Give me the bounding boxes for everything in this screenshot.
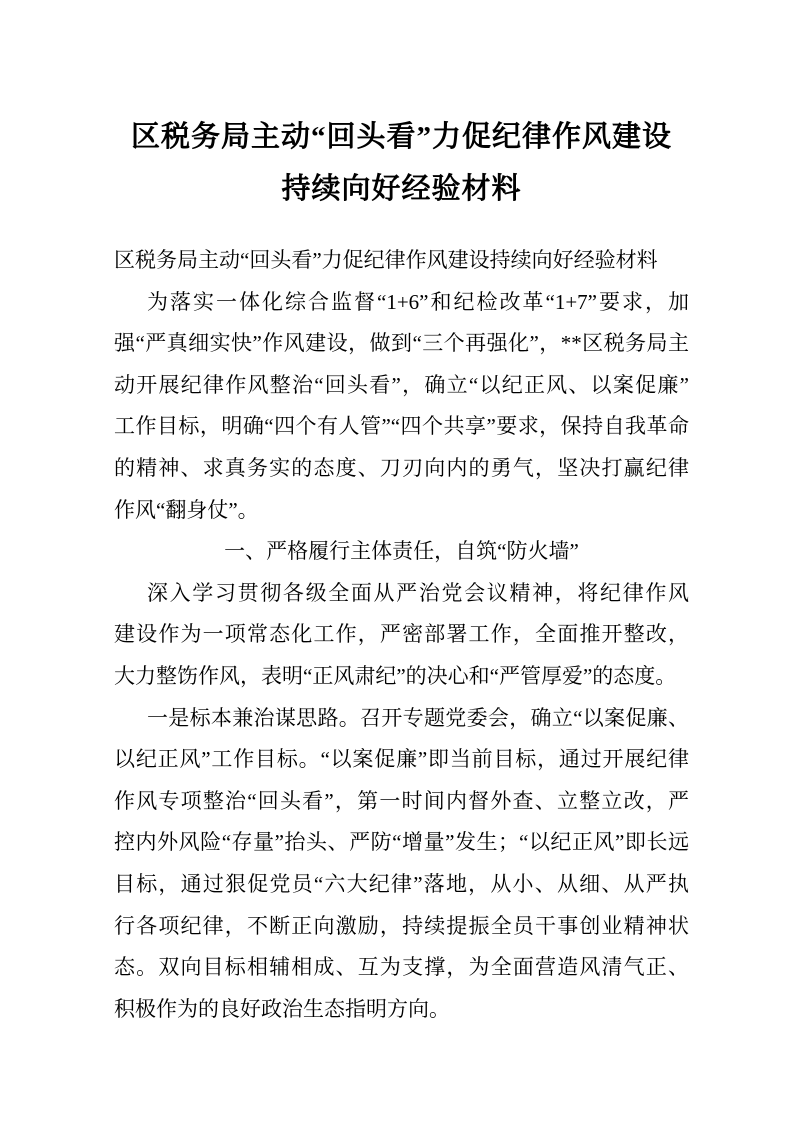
text-line: 态。双向目标相辅相成、互为支撑，为全面营造风清气正、 <box>114 955 689 980</box>
text-line: 动开展纪律作风整治“回头看”，确立“以纪正风、以案促廉” <box>114 372 689 397</box>
document-title <box>114 111 689 215</box>
section-heading <box>114 531 689 573</box>
text-line: 深入学习贯彻各级全面从严治党会议精神，将纪律作风 <box>147 580 689 605</box>
text-line: 以纪正风”工作目标。“以案促廉”即当前目标，通过开展纪律 <box>114 747 689 772</box>
text-line: 积极作为的良好政治生态指明方向。 <box>114 996 450 1021</box>
document-title-line-2: 持续向好经验材料 <box>281 173 522 205</box>
paragraph <box>114 282 689 532</box>
paragraph <box>114 240 689 282</box>
paragraph <box>114 698 689 1031</box>
text-line: 强“严真细实快”作风建设，做到“三个再强化”，**区税务局主 <box>114 331 689 356</box>
text-line: 作风“翻身仗”。 <box>114 497 259 522</box>
text-line: 建设作为一项常态化工作，严密部署工作，全面推开整改， <box>114 622 689 647</box>
text-line: 行各项纪律，不断正向激励，持续提振全员干事创业精神状 <box>114 913 689 938</box>
text-line: 大力整饬作风，表明“正风肃纪”的决心和“严管厚爱”的态度。 <box>114 663 677 688</box>
text-line: 区税务局主动“回头看”力促纪律作风建设持续向好经验材料 <box>114 248 658 272</box>
document-title-line-1: 区税务局主动“回头看”力促纪律作风建设 <box>130 121 672 153</box>
text-line: 控内外风险“存量”抬头、严防“增量”发生；“以纪正风”即长远 <box>114 830 689 855</box>
paragraph <box>114 573 689 698</box>
text-line: 一、严格履行主体责任，自筑“防火墙” <box>224 539 579 564</box>
text-line: 的精神、求真务实的态度、刀刃向内的勇气，坚决打赢纪律 <box>114 455 689 480</box>
text-line: 作风专项整治“回头看”，第一时间内督外查、立整立改，严 <box>114 788 689 813</box>
text-line: 一是标本兼治谋思路。召开专题党委会，确立“以案促廉、 <box>147 705 689 730</box>
text-line: 为落实一体化综合监督“1+6”和纪检改革“1+7”要求，加 <box>147 289 689 314</box>
document-body <box>114 240 689 1030</box>
text-line: 工作目标，明确“四个有人管”“四个共享”要求，保持自我革命 <box>114 414 689 439</box>
text-line: 目标，通过狠促党员“六大纪律”落地，从小、从细、从严执 <box>114 871 689 896</box>
